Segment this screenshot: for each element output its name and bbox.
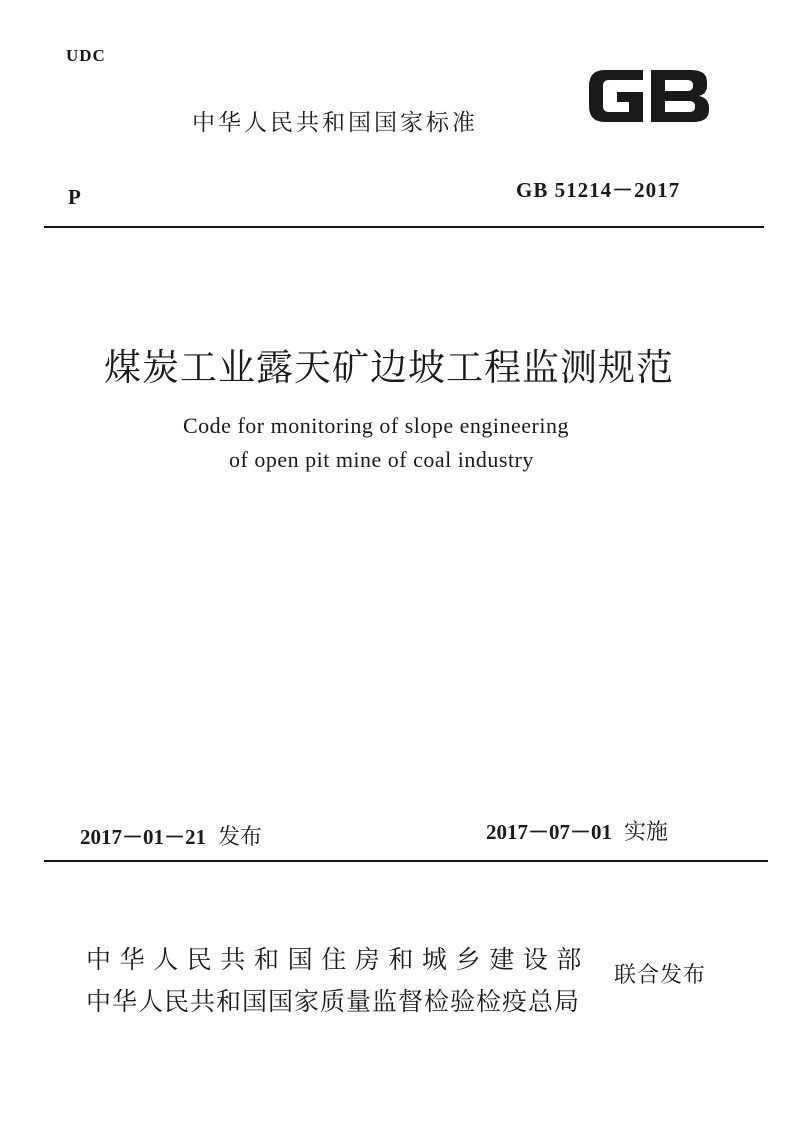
- joint-issue-label: 联合发布: [614, 963, 707, 988]
- issue-date: 2017－01－21: [80, 825, 206, 849]
- title-english-line2: of open pit mine of coal industry: [229, 447, 534, 472]
- issue-label: 发布: [218, 825, 263, 850]
- gb-logo: [583, 62, 715, 128]
- gb-logo-text: GB: [583, 62, 585, 63]
- udc-label: UDC: [66, 46, 106, 65]
- title-english-line1: Code for monitoring of slope engineering: [183, 413, 569, 438]
- effective-date: 2017－07－01: [486, 820, 612, 844]
- title-chinese: 煤炭工业露天矿边坡工程监测规范: [104, 346, 674, 389]
- header-divider: [44, 226, 764, 228]
- effective-date-block: [486, 815, 668, 846]
- issuer-aqsiq: 中华人民共和国国家质量监督检验检疫总局: [86, 987, 581, 1016]
- standard-code: GB 51214－2017: [516, 178, 681, 202]
- footer-divider: [44, 860, 768, 862]
- national-standard-heading: 中华人民共和国国家标准: [192, 110, 478, 136]
- gb-logo-icon: [589, 70, 709, 122]
- effective-label: 实施: [624, 820, 669, 845]
- issuer-ministry-housing: 中华人民共和国住房和城乡建设部: [86, 945, 591, 974]
- issue-date-block: [80, 820, 262, 851]
- category-code: P: [68, 185, 81, 209]
